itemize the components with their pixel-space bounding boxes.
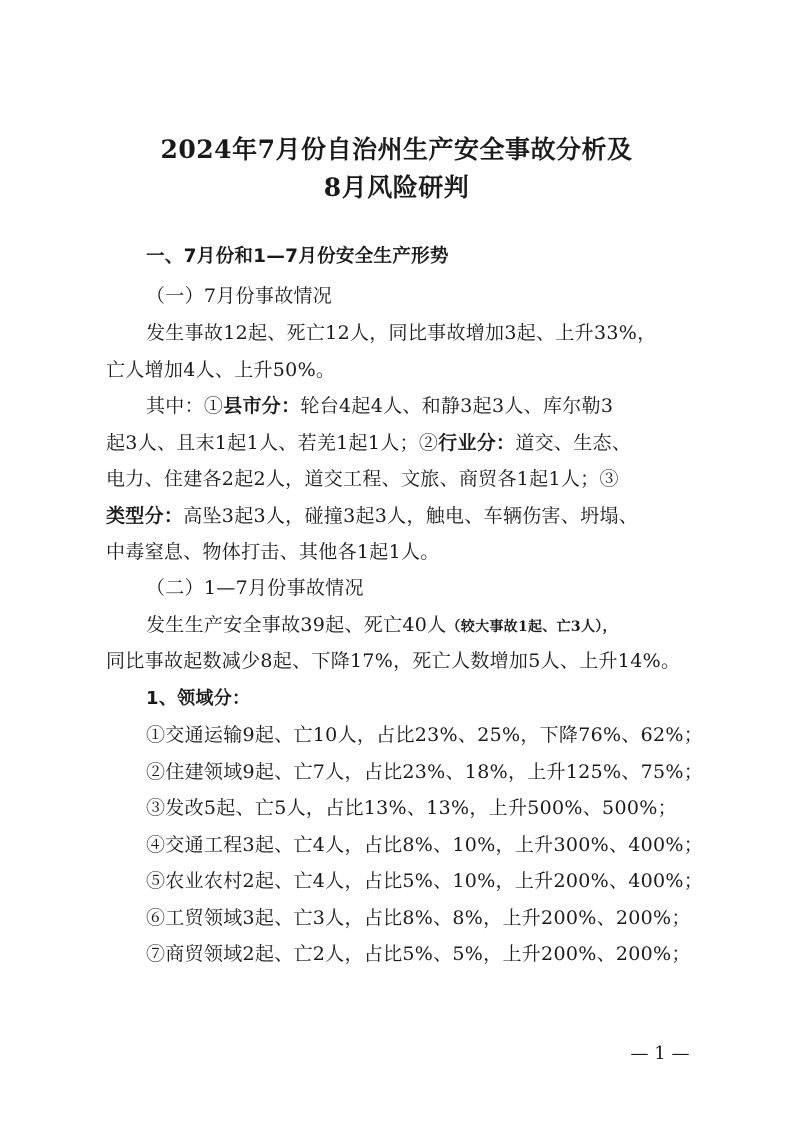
page-number: — 1 — — [630, 1043, 690, 1064]
breakdown-line-5: 中毒窒息、物体打击、其他各1起1人。 — [106, 541, 440, 563]
document-title-line-2: 8月风险研判 — [323, 173, 470, 202]
type-label: 类型分： — [106, 505, 184, 527]
jan-jul-summary-line-1 — [146, 610, 736, 637]
industry-breakdown: 道交、生态、 — [515, 432, 632, 454]
subsection-heading-july: （一）7月份事故情况 — [146, 285, 333, 307]
county-breakdown-cont: 起3人、且末1起1人、若羌1起1人；② — [106, 432, 439, 454]
breakdown-prefix: 其中：① — [146, 395, 224, 417]
breakdown-line-1 — [146, 391, 736, 418]
county-breakdown: 轮台4起4人、和静3起3人、库尔勒3 — [300, 395, 614, 417]
document-title-line-1: 2024年7月份自治州生产安全事故分析及 — [160, 135, 633, 164]
domain-heading: 1、领域分： — [146, 688, 251, 709]
domain-item: ⑤农业农村2起、亡4人，占比5%、10%，上升200%、400%； — [146, 870, 704, 892]
breakdown-line-3: 电力、住建各2起2人，道交工程、文旅、商贸各1起1人；③ — [106, 468, 619, 490]
domain-item: ⑦商贸领域2起、亡2人，占比5%、5%，上升200%、200%； — [146, 943, 691, 965]
breakdown-line-4 — [106, 501, 696, 528]
july-summary-line-2: 亡人增加4人、上升50%。 — [106, 359, 336, 381]
county-label: 县市分： — [223, 395, 301, 417]
type-breakdown: 高坠3起3人，碰撞3起3人，触电、车辆伤害、坍塌、 — [183, 505, 639, 527]
jan-jul-totals: 发生生产安全事故39起、死亡40人 — [146, 614, 447, 636]
jan-jul-summary-line-2: 同比事故起数减少8起、下降17%，死亡人数增加5人、上升14%。 — [106, 650, 681, 672]
domain-item: ③发改5起、亡5人，占比13%、13%，上升500%、500%； — [146, 797, 677, 819]
industry-label: 行业分： — [438, 432, 516, 454]
breakdown-line-2 — [106, 428, 696, 455]
domain-item: ②住建领域9起、亡7人，占比23%、18%，上升125%、75%； — [146, 761, 704, 783]
subsection-heading-jan-jul: （二）1—7月份事故情况 — [146, 577, 364, 599]
section-heading: 一、7月份和1—7月份安全生产形势 — [146, 246, 449, 267]
major-accident-note: （较大事故1起、亡3人）， — [446, 619, 617, 635]
domain-item: ①交通运输9起、亡10人，占比23%、25%，下降76%、62%； — [146, 724, 704, 746]
domain-item: ④交通工程3起、亡4人，占比8%、10%，上升300%、400%； — [146, 834, 704, 856]
july-summary-line-1: 发生事故12起、死亡12人，同比事故增加3起、上升33%， — [146, 322, 657, 344]
domain-item: ⑥工贸领域3起、亡3人，占比8%、8%，上升200%、200%； — [146, 907, 691, 929]
